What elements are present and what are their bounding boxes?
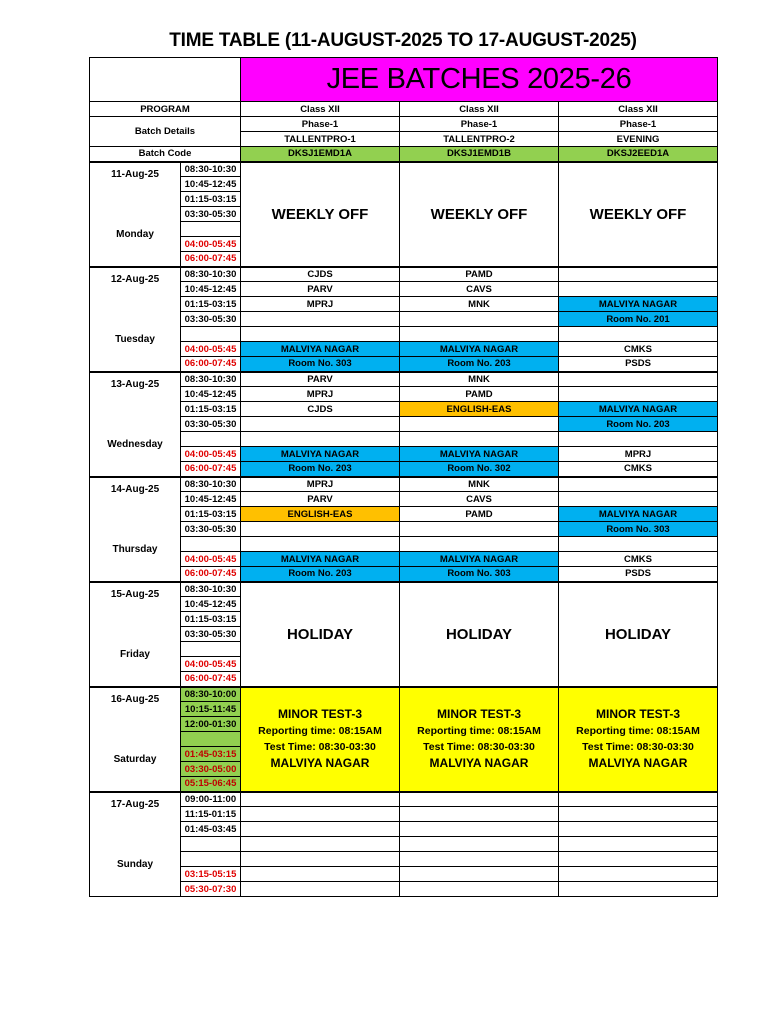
batch-phase: Phase-1: [241, 117, 400, 132]
location-cell: Room No. 303: [559, 522, 718, 537]
reporting-time: Reporting time: 08:15AM: [576, 725, 700, 737]
location-cell: Room No. 203: [559, 417, 718, 432]
day-cell: [90, 582, 181, 687]
batch-program: Class XII: [400, 102, 559, 117]
class-cell: MPRJ: [241, 477, 400, 492]
time-slot: 08:30-10:30: [181, 267, 241, 282]
empty-cell: [559, 822, 718, 837]
location-cell: MALVIYA NAGAR: [559, 297, 718, 312]
time-slot: 01:15-03:15: [181, 297, 241, 312]
location-cell: MALVIYA NAGAR: [559, 402, 718, 417]
reporting-time: Reporting time: 08:15AM: [417, 725, 541, 737]
empty-cell: [559, 792, 718, 807]
time-slot: 06:00-07:45: [181, 567, 241, 582]
empty-cell: [559, 327, 718, 342]
location-cell: MALVIYA NAGAR: [241, 447, 400, 462]
batch-code: DKSJ1EMD1B: [400, 147, 559, 162]
batch-phase: Phase-1: [400, 117, 559, 132]
class-cell: CAVS: [400, 282, 559, 297]
test-cell: [559, 687, 718, 792]
day-cell: [90, 267, 181, 372]
time-slot: [181, 222, 241, 237]
test-time: Test Time: 08:30-03:30: [423, 741, 535, 753]
test-name: MINOR TEST-3: [277, 707, 362, 721]
time-slot: 12:00-01:30: [181, 717, 241, 732]
class-cell: PARV: [241, 372, 400, 387]
class-cell: CJDS: [241, 402, 400, 417]
location-cell: MALVIYA NAGAR: [400, 447, 559, 462]
day-cell: [90, 162, 181, 267]
empty-cell: [241, 417, 400, 432]
time-slot: 06:00-07:45: [181, 357, 241, 372]
corner-cell: [90, 58, 241, 102]
batch-code: DKSJ2EED1A: [559, 147, 718, 162]
time-slot: 05:15-06:45: [181, 777, 241, 792]
class-cell: MNK: [400, 297, 559, 312]
empty-cell: [241, 327, 400, 342]
empty-cell: [559, 387, 718, 402]
location-cell: MALVIYA NAGAR: [241, 342, 400, 357]
empty-cell: [559, 432, 718, 447]
location-cell: Room No. 203: [241, 462, 400, 477]
empty-cell: [559, 852, 718, 867]
time-slot: [181, 837, 241, 852]
empty-cell: [400, 807, 559, 822]
time-slot: 01:15-03:15: [181, 612, 241, 627]
location-cell: MALVIYA NAGAR: [241, 552, 400, 567]
location-cell: Room No. 303: [241, 357, 400, 372]
time-slot: 10:45-12:45: [181, 387, 241, 402]
test-time: Test Time: 08:30-03:30: [264, 741, 376, 753]
empty-cell: [241, 807, 400, 822]
day-date: 12-Aug-25: [110, 274, 160, 285]
class-cell: PSDS: [559, 357, 718, 372]
empty-cell: [400, 312, 559, 327]
time-slot: 08:30-10:30: [181, 477, 241, 492]
off-cell: HOLIDAY: [241, 582, 400, 687]
day-date: 17-Aug-25: [110, 799, 160, 811]
time-slot: 10:15-11:45: [181, 702, 241, 717]
class-cell: PAMD: [400, 267, 559, 282]
empty-cell: [400, 432, 559, 447]
test-location: MALVIYA NAGAR: [429, 756, 529, 770]
time-slot: 06:00-07:45: [181, 672, 241, 687]
empty-cell: [559, 537, 718, 552]
day-cell: [90, 792, 181, 897]
empty-cell: [400, 417, 559, 432]
test-location: MALVIYA NAGAR: [588, 756, 688, 770]
class-cell: MPRJ: [241, 297, 400, 312]
class-cell: MPRJ: [241, 387, 400, 402]
time-slot: 01:15-03:15: [181, 402, 241, 417]
day-name: Tuesday: [115, 334, 155, 345]
day-name: Monday: [116, 229, 154, 240]
empty-cell: [559, 867, 718, 882]
time-slot: 01:15-03:15: [181, 192, 241, 207]
class-cell: ENGLISH-EAS: [400, 402, 559, 417]
empty-cell: [559, 882, 718, 897]
batch-code: DKSJ1EMD1A: [241, 147, 400, 162]
time-slot: 01:45-03:15: [181, 747, 241, 762]
time-slot: 08:30-10:30: [181, 162, 241, 177]
time-slot: 03:15-05:15: [181, 867, 241, 882]
empty-cell: [559, 282, 718, 297]
class-cell: PAMD: [400, 507, 559, 522]
day-cell: [90, 477, 181, 582]
empty-cell: [559, 477, 718, 492]
time-slot: 10:45-12:45: [181, 597, 241, 612]
time-slot: 04:00-05:45: [181, 447, 241, 462]
time-slot: 04:00-05:45: [181, 552, 241, 567]
reporting-time: Reporting time: 08:15AM: [258, 725, 382, 737]
time-slot: 01:15-03:15: [181, 507, 241, 522]
test-name: MINOR TEST-3: [436, 707, 521, 721]
class-cell: PSDS: [559, 567, 718, 582]
time-slot: [181, 732, 241, 747]
empty-cell: [559, 492, 718, 507]
empty-cell: [241, 852, 400, 867]
location-cell: Room No. 302: [400, 462, 559, 477]
location-cell: MALVIYA NAGAR: [400, 342, 559, 357]
time-slot: 09:00-11:00: [181, 792, 241, 807]
empty-cell: [241, 867, 400, 882]
batch-phase: Phase-1: [559, 117, 718, 132]
day-name: Saturday: [113, 754, 157, 765]
time-slot: 03:30-05:30: [181, 312, 241, 327]
empty-cell: [400, 792, 559, 807]
day-date: 14-Aug-25: [110, 484, 160, 495]
batch-program: Class XII: [241, 102, 400, 117]
timetable: [89, 57, 718, 897]
time-slot: 04:00-05:45: [181, 342, 241, 357]
class-cell: PARV: [241, 492, 400, 507]
day-name: Friday: [119, 649, 150, 660]
class-cell: CMKS: [559, 462, 718, 477]
test-time: Test Time: 08:30-03:30: [582, 741, 694, 753]
empty-cell: [400, 867, 559, 882]
empty-cell: [241, 822, 400, 837]
batch-name: TALLENTPRO-1: [241, 132, 400, 147]
time-slot: 06:00-07:45: [181, 462, 241, 477]
class-cell: PARV: [241, 282, 400, 297]
time-slot: [181, 432, 241, 447]
batch-code-label: Batch Code: [90, 147, 241, 162]
empty-cell: [400, 822, 559, 837]
test-location: MALVIYA NAGAR: [270, 756, 370, 770]
day-date: 11-Aug-25: [111, 169, 159, 180]
class-cell: CMKS: [559, 552, 718, 567]
time-slot: 03:30-05:30: [181, 417, 241, 432]
empty-cell: [559, 372, 718, 387]
class-cell: CJDS: [241, 267, 400, 282]
time-slot: 10:45-12:45: [181, 282, 241, 297]
empty-cell: [241, 792, 400, 807]
time-slot: 04:00-05:45: [181, 237, 241, 252]
location-cell: Room No. 203: [241, 567, 400, 582]
class-cell: CAVS: [400, 492, 559, 507]
time-slot: 03:30-05:30: [181, 522, 241, 537]
location-cell: MALVIYA NAGAR: [400, 552, 559, 567]
day-cell: [90, 372, 181, 477]
time-slot: 05:30-07:30: [181, 882, 241, 897]
class-cell: ENGLISH-EAS: [241, 507, 400, 522]
empty-cell: [559, 267, 718, 282]
time-slot: [181, 642, 241, 657]
off-cell: WEEKLY OFF: [559, 162, 718, 267]
time-slot: [181, 537, 241, 552]
class-cell: CMKS: [559, 342, 718, 357]
batch-name: TALLENTPRO-2: [400, 132, 559, 147]
location-cell: Room No. 203: [400, 357, 559, 372]
empty-cell: [400, 522, 559, 537]
batches-header: JEE BATCHES 2025-26: [241, 58, 718, 102]
time-slot: 04:00-05:45: [181, 657, 241, 672]
class-cell: PAMD: [400, 387, 559, 402]
empty-cell: [400, 852, 559, 867]
off-cell: HOLIDAY: [400, 582, 559, 687]
time-slot: 03:30-05:00: [181, 762, 241, 777]
empty-cell: [241, 882, 400, 897]
location-cell: Room No. 303: [400, 567, 559, 582]
time-slot: [181, 852, 241, 867]
empty-cell: [241, 432, 400, 447]
program-label: PROGRAM: [90, 102, 241, 117]
location-cell: MALVIYA NAGAR: [559, 507, 718, 522]
time-slot: 01:45-03:45: [181, 822, 241, 837]
empty-cell: [241, 312, 400, 327]
day-date: 13-Aug-25: [110, 379, 160, 390]
empty-cell: [241, 522, 400, 537]
time-slot: 08:30-10:30: [181, 372, 241, 387]
time-slot: 10:45-12:45: [181, 177, 241, 192]
day-name: Wednesday: [107, 439, 163, 450]
empty-cell: [559, 837, 718, 852]
day-date: 16-Aug-25: [110, 694, 160, 705]
time-slot: 03:30-05:30: [181, 627, 241, 642]
time-slot: 08:30-10:30: [181, 582, 241, 597]
batch-program: Class XII: [559, 102, 718, 117]
off-cell: WEEKLY OFF: [241, 162, 400, 267]
empty-cell: [400, 882, 559, 897]
batch-name: EVENING: [559, 132, 718, 147]
day-date: 15-Aug-25: [110, 589, 160, 600]
class-cell: MNK: [400, 372, 559, 387]
time-slot: [181, 327, 241, 342]
empty-cell: [559, 807, 718, 822]
batch-details-label: Batch Details: [90, 117, 241, 147]
off-cell: WEEKLY OFF: [400, 162, 559, 267]
test-cell: [400, 687, 559, 792]
day-name: Sunday: [116, 859, 154, 871]
day-cell: [90, 687, 181, 792]
empty-cell: [400, 837, 559, 852]
empty-cell: [400, 327, 559, 342]
test-cell: [241, 687, 400, 792]
time-slot: 08:30-10:00: [181, 687, 241, 702]
time-slot: 03:30-05:30: [181, 207, 241, 222]
off-cell: HOLIDAY: [559, 582, 718, 687]
empty-cell: [241, 537, 400, 552]
time-slot: 11:15-01:15: [181, 807, 241, 822]
location-cell: Room No. 201: [559, 312, 718, 327]
empty-cell: [241, 837, 400, 852]
test-name: MINOR TEST-3: [595, 707, 680, 721]
time-slot: 06:00-07:45: [181, 252, 241, 267]
class-cell: MNK: [400, 477, 559, 492]
class-cell: MPRJ: [559, 447, 718, 462]
empty-cell: [400, 537, 559, 552]
day-name: Thursday: [112, 544, 158, 555]
page-title: TIME TABLE (11-AUGUST-2025 TO 17-AUGUST-2025): [169, 30, 637, 51]
time-slot: 10:45-12:45: [181, 492, 241, 507]
